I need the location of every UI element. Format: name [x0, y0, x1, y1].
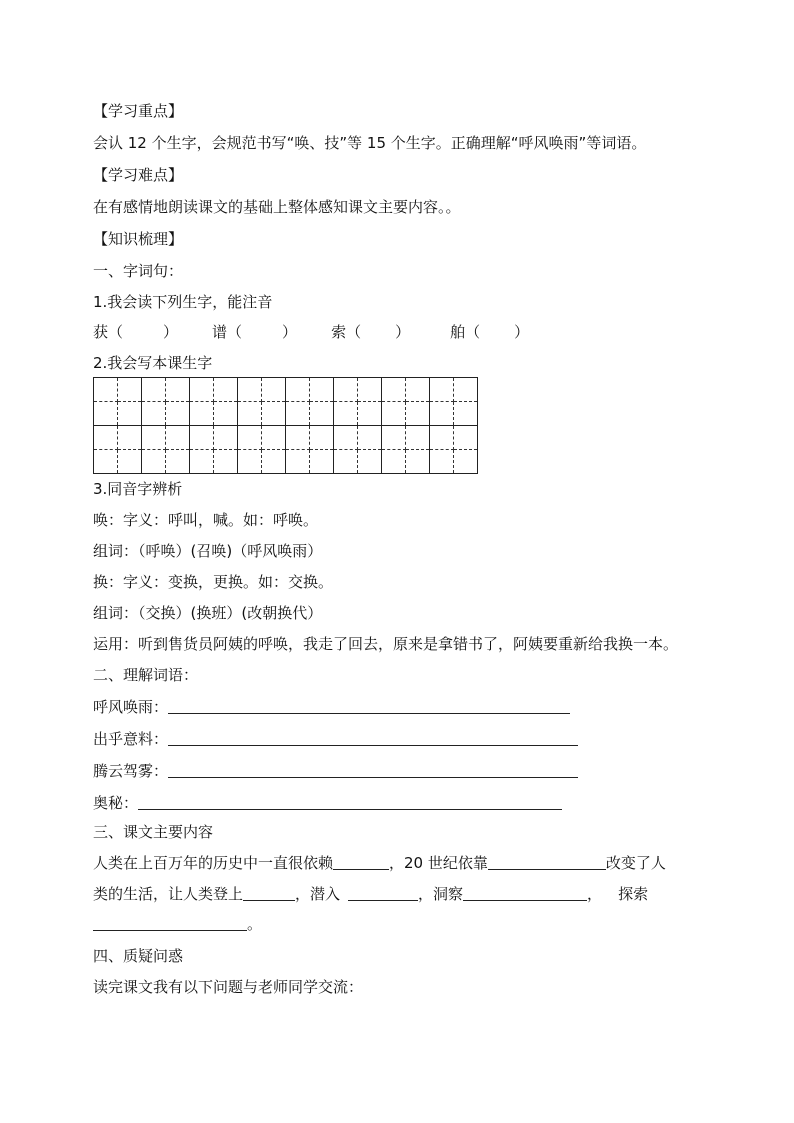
- answer-blank[interactable]: [168, 697, 570, 714]
- question-1: 1.我会读下列生字，能注音: [93, 293, 273, 311]
- answer-blank[interactable]: [168, 729, 578, 746]
- part1-heading: 一、字词句：: [93, 262, 184, 280]
- writing-grid-block-top[interactable]: [93, 377, 478, 426]
- huan2-definition: 换：字义：变换，更换。如：交换。: [93, 573, 334, 591]
- part3-heading: 三、课文主要内容: [93, 823, 214, 841]
- question-3: 3.同音字辨析: [93, 480, 183, 498]
- answer-blank[interactable]: [138, 793, 562, 810]
- answer-blank[interactable]: [463, 884, 587, 901]
- answer-blank[interactable]: [168, 761, 578, 778]
- answer-blank[interactable]: [243, 884, 295, 901]
- answer-blank[interactable]: [348, 884, 418, 901]
- summary-line-2: 类的生活，让人类登上 ，潜入 ，洞察 ， 探索: [93, 885, 649, 903]
- part4-heading: 四、质疑问惑: [93, 947, 184, 965]
- difficulty-text: 在有感情地朗读课文的基础上整体感知课文主要内容。。: [93, 198, 461, 216]
- focus-heading: 【学习重点】: [93, 102, 184, 120]
- answer-blank[interactable]: [333, 853, 389, 870]
- writing-grid-block-bottom[interactable]: [93, 425, 478, 474]
- term-row: 出乎意料：: [93, 729, 578, 749]
- part2-heading: 二、理解词语：: [93, 666, 199, 684]
- knowledge-heading: 【知识梳理】: [93, 230, 184, 248]
- huan1-words: 组词：（呼唤）(召唤)（呼风唤雨）: [93, 542, 323, 560]
- term-row: 呼风唤雨：: [93, 697, 570, 717]
- pinyin-item: 舶（ ）: [450, 323, 530, 341]
- summary-line-1: 人类在上百万年的历史中一直很依赖 ，20 世纪依靠 改变了人: [93, 854, 666, 872]
- huan1-definition: 唤：字义：呼叫，喊。如：呼唤。: [93, 511, 319, 529]
- pinyin-row: [93, 322, 529, 342]
- summary-line-3: 。: [93, 914, 262, 934]
- focus-text: 会认 12 个生字，会规范书写“唤、技”等 15 个生字。正确理解“呼风唤雨”等词语。: [93, 134, 647, 152]
- writing-grid[interactable]: [93, 377, 478, 474]
- term-row: 腾云驾雾：: [93, 761, 578, 781]
- term-row: 奥秘：: [93, 793, 562, 813]
- usage-sentence: 运用：听到售货员阿姨的呼唤，我走了回去，原来是拿错书了，阿姨要重新给我换一本。: [93, 635, 679, 653]
- question-2: 2.我会写本课生字: [93, 354, 213, 372]
- pinyin-item: 获（ ）: [93, 323, 179, 341]
- pinyin-item: 谱（ ）: [212, 323, 298, 341]
- difficulty-heading: 【学习难点】: [93, 166, 184, 184]
- answer-blank[interactable]: [93, 914, 247, 931]
- pinyin-item: 索（ ）: [331, 323, 411, 341]
- question-prompt: 读完课文我有以下问题与老师同学交流：: [93, 978, 364, 996]
- huan2-words: 组词：（交换）(换班）(改朝换代）: [93, 604, 323, 622]
- answer-blank[interactable]: [488, 853, 606, 870]
